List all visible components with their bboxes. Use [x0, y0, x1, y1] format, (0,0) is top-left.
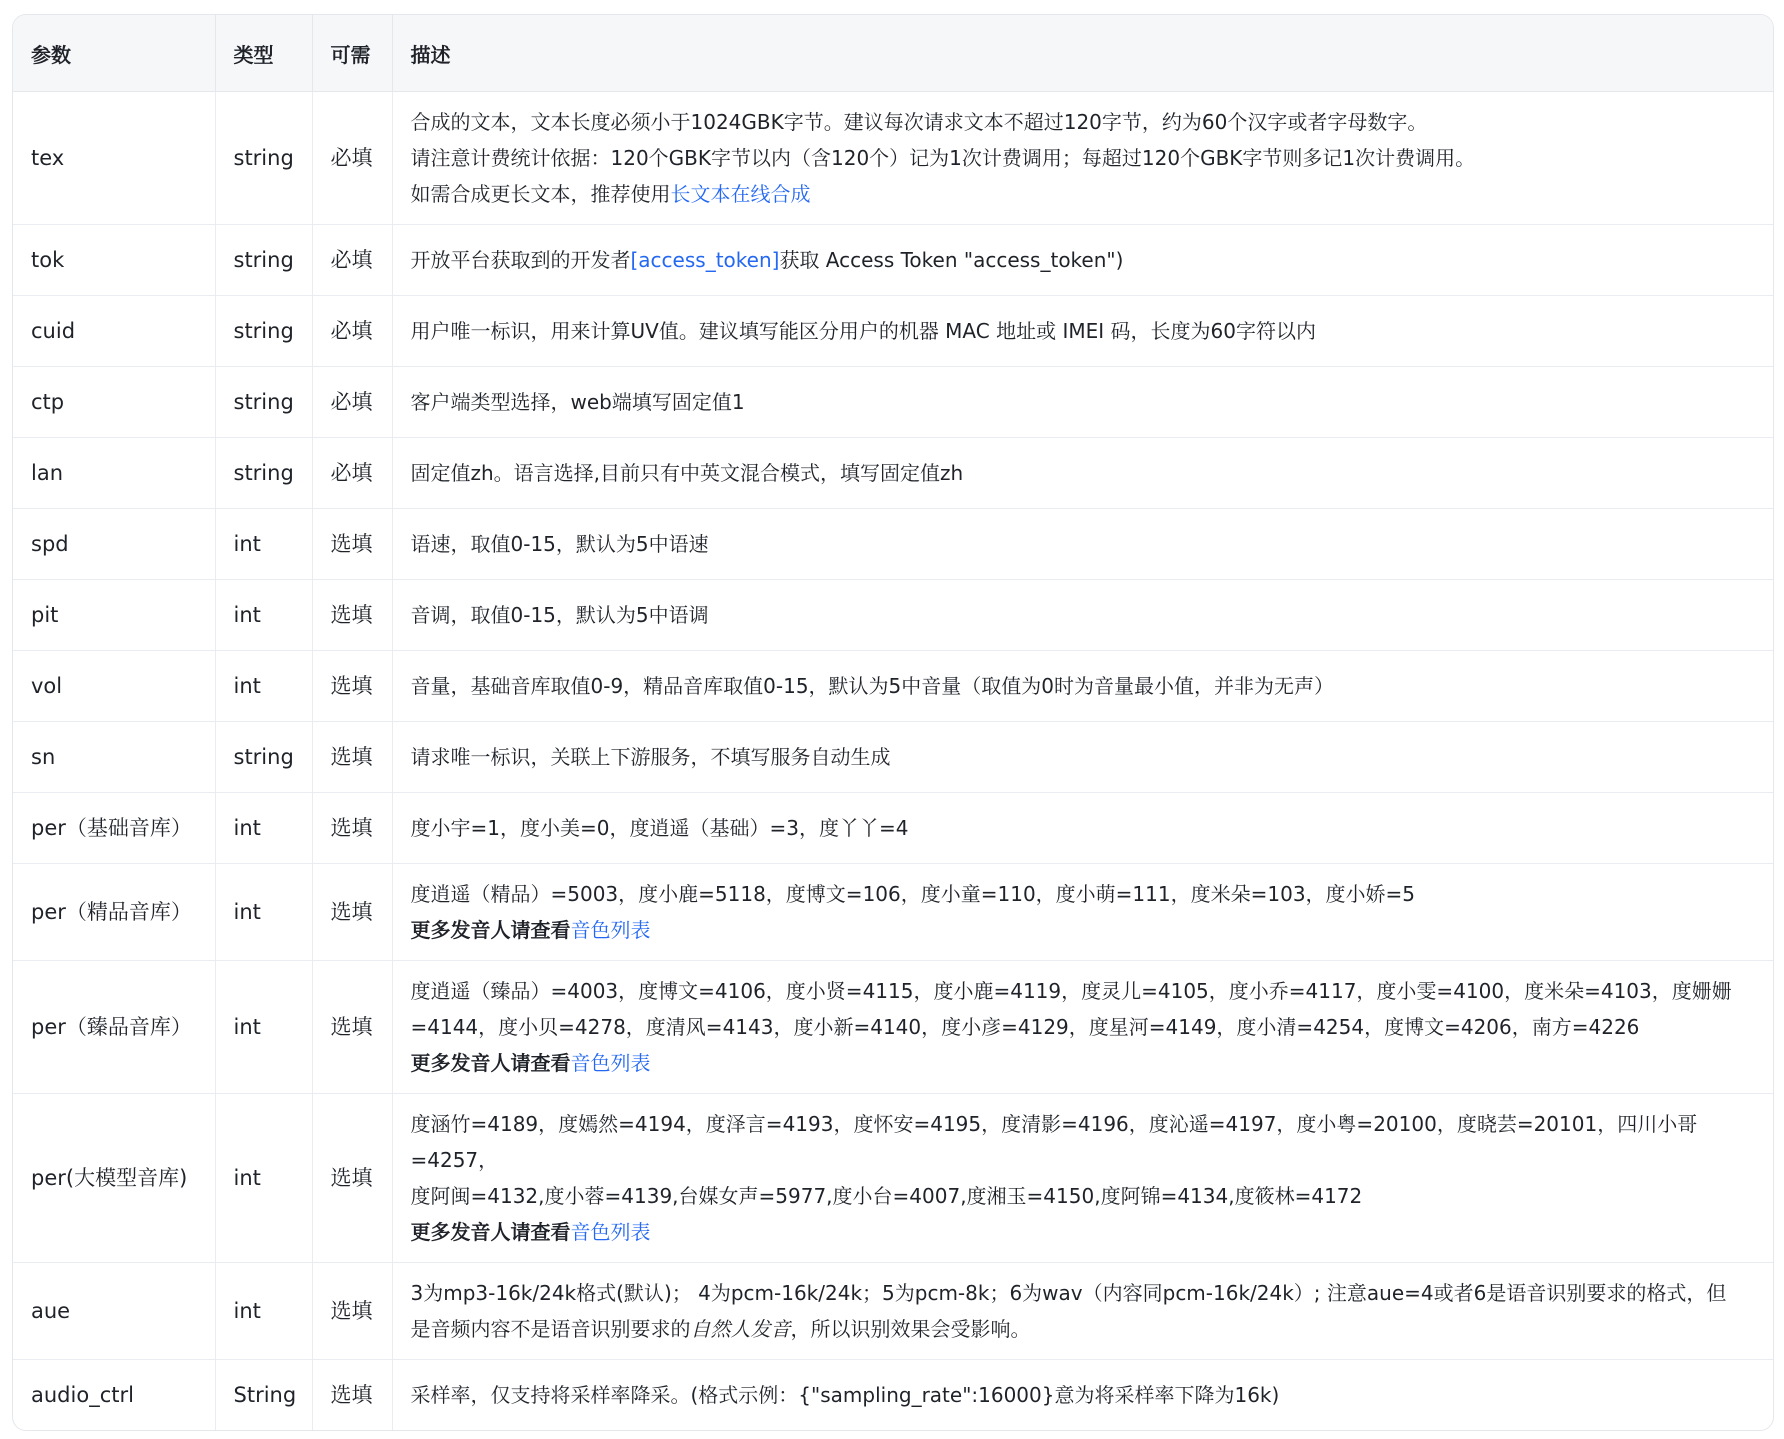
header-param: 参数 [13, 15, 215, 92]
param-cell: aue [13, 1263, 215, 1360]
table-header [13, 15, 1773, 92]
table-row [13, 651, 1773, 722]
desc-cell [392, 92, 1773, 225]
table-row [13, 793, 1773, 864]
type-cell: int [215, 651, 312, 722]
desc-line: 度逍遥（臻品）=4003，度博文=4106，度小贤=4115，度小鹿=4119，度灵儿=4105，度小乔=4117，度小雯=4100，度米朵=4103，度姗姗 [410, 979, 1732, 1003]
required-cell: 选填 [312, 961, 392, 1094]
param-cell: per（精品音库） [13, 864, 215, 961]
type-cell: string [215, 438, 312, 509]
desc-cell [392, 864, 1773, 961]
type-cell: int [215, 864, 312, 961]
table-row [13, 722, 1773, 793]
required-cell: 选填 [312, 580, 392, 651]
desc-line [411, 176, 1756, 212]
param-cell: pit [13, 580, 215, 651]
table-row [13, 367, 1773, 438]
type-cell: int [215, 509, 312, 580]
type-cell: string [215, 92, 312, 225]
param-cell: vol [13, 651, 215, 722]
voice-list-link[interactable]: 音色列表 [570, 918, 651, 942]
required-cell: 选填 [312, 722, 392, 793]
desc-cell [392, 961, 1773, 1094]
type-cell: int [215, 1094, 312, 1263]
more-speakers-text: 更多发音人请查看 [410, 918, 571, 942]
desc-cell: 语速，取值0-15，默认为5中语速 [392, 509, 1773, 580]
table-row [13, 225, 1773, 296]
table-body [13, 92, 1773, 1431]
required-cell: 必填 [312, 367, 392, 438]
table-row [13, 1094, 1773, 1263]
required-cell: 选填 [312, 864, 392, 961]
param-cell: lan [13, 438, 215, 509]
desc-cell [392, 1263, 1773, 1360]
desc-cell: 客户端类型选择，web端填写固定值1 [392, 367, 1773, 438]
desc-line: 度阿闽=4132,度小蓉=4139,台媒女声=5977,度小台=4007,度湘玉=4150,度阿锦=4134,度筱林=4172 [410, 1184, 1363, 1208]
param-cell: tex [13, 92, 215, 225]
required-cell: 必填 [312, 438, 392, 509]
desc-line: 度逍遥（精品）=5003，度小鹿=5118，度博文=106，度小童=110，度小萌=111，度米朵=103，度小娇=5 [410, 882, 1416, 906]
desc-text: 是音频内容不是语音识别要求的 [410, 1317, 691, 1341]
param-cell: tok [13, 225, 215, 296]
desc-cell: 音调，取值0-15，默认为5中语调 [392, 580, 1773, 651]
required-cell: 必填 [312, 296, 392, 367]
param-cell: audio_ctrl [13, 1360, 215, 1431]
desc-line: =4144，度小贝=4278，度清风=4143，度小新=4140，度小彦=4129，度星河=4149，度小清=4254，度博文=4206，南方=4226 [410, 1015, 1640, 1039]
param-cell: spd [13, 509, 215, 580]
desc-line [411, 912, 1756, 948]
required-cell: 选填 [312, 1263, 392, 1360]
type-cell: int [215, 580, 312, 651]
table-row [13, 580, 1773, 651]
type-cell: string [215, 367, 312, 438]
type-cell: String [215, 1360, 312, 1431]
desc-text: 开放平台获取到的开发者 [410, 248, 631, 272]
desc-cell: 音量，基础音库取值0-9，精品音库取值0-15，默认为5中音量（取值为0时为音量最小值，并非为无声） [392, 651, 1773, 722]
emphasis-text: 自然人发音 [690, 1317, 791, 1341]
table-row [13, 864, 1773, 961]
desc-cell: 度小宇=1，度小美=0，度逍遥（基础）=3，度丫丫=4 [392, 793, 1773, 864]
desc-cell [392, 1094, 1773, 1263]
desc-cell: 采样率，仅支持将采样率降采。(格式示例：{"sampling_rate":16000}意为将采样率下降为16k) [410, 1383, 1280, 1407]
header-desc: 描述 [392, 15, 1773, 92]
type-cell: string [215, 225, 312, 296]
desc-text: 获取 Access Token "access_token") [779, 248, 1124, 272]
voice-list-link[interactable]: 音色列表 [570, 1220, 651, 1244]
params-table-container [12, 14, 1774, 1431]
params-table [13, 15, 1773, 1430]
param-cell: cuid [13, 296, 215, 367]
desc-cell [392, 225, 1773, 296]
required-cell: 选填 [312, 651, 392, 722]
type-cell: int [215, 961, 312, 1094]
param-cell: ctp [13, 367, 215, 438]
required-cell: 选填 [312, 1094, 392, 1263]
desc-line: 合成的文本，文本长度必须小于1024GBK字节。建议每次请求文本不超过120字节，约为60个汉字或者字母数字。 [410, 110, 1428, 134]
long-text-synthesis-link[interactable]: 长文本在线合成 [670, 182, 811, 206]
table-row [13, 1360, 1773, 1431]
header-required: 可需 [312, 15, 392, 92]
param-cell: per(大模型音库) [13, 1094, 215, 1263]
desc-cell: 请求唯一标识，关联上下游服务，不填写服务自动生成 [392, 722, 1773, 793]
param-cell: sn [13, 722, 215, 793]
required-cell: 必填 [312, 92, 392, 225]
table-row [13, 296, 1773, 367]
param-cell: per（基础音库） [13, 793, 215, 864]
header-row [13, 15, 1773, 92]
required-cell: 必填 [312, 225, 392, 296]
desc-cell: 固定值zh。语言选择,目前只有中英文混合模式，填写固定值zh [392, 438, 1773, 509]
table-row [13, 92, 1773, 225]
desc-line: 请注意计费统计依据：120个GBK字节以内（含120个）记为1次计费调用；每超过120个GBK字节则多记1次计费调用。 [410, 146, 1476, 170]
desc-line [411, 1045, 1756, 1081]
desc-line [411, 1311, 1756, 1347]
table-row [13, 438, 1773, 509]
required-cell: 选填 [312, 1360, 392, 1431]
desc-text: ，所以识别效果会受影响。 [790, 1317, 1031, 1341]
required-cell: 选填 [312, 793, 392, 864]
desc-line [411, 1214, 1756, 1250]
desc-text: 如需合成更长文本，推荐使用 [410, 182, 671, 206]
type-cell: int [215, 1263, 312, 1360]
more-speakers-text: 更多发音人请查看 [410, 1051, 571, 1075]
table-row [13, 961, 1773, 1094]
table-row [13, 509, 1773, 580]
desc-cell: 用户唯一标识，用来计算UV值。建议填写能区分用户的机器 MAC 地址或 IMEI 码，长度为60字符以内 [392, 296, 1773, 367]
more-speakers-text: 更多发音人请查看 [410, 1220, 571, 1244]
table-row [13, 1263, 1773, 1360]
required-cell: 选填 [312, 509, 392, 580]
type-cell: string [215, 296, 312, 367]
access-token-link[interactable]: [access_token] [630, 248, 780, 272]
param-cell: per（臻品音库） [13, 961, 215, 1094]
voice-list-link[interactable]: 音色列表 [570, 1051, 651, 1075]
type-cell: string [215, 722, 312, 793]
header-type: 类型 [215, 15, 312, 92]
type-cell: int [215, 793, 312, 864]
desc-line: 3为mp3-16k/24k格式(默认)； 4为pcm-16k/24k；5为pcm-8k；6为wav（内容同pcm-16k/24k）; 注意aue=4或者6是语音识别要求的格式，但 [410, 1281, 1727, 1305]
desc-line: 度涵竹=4189，度嫣然=4194，度泽言=4193，度怀安=4195，度清影=4196，度沁遥=4197，度小粤=20100，度晓芸=20101，四川小哥=4257， [410, 1112, 1698, 1172]
